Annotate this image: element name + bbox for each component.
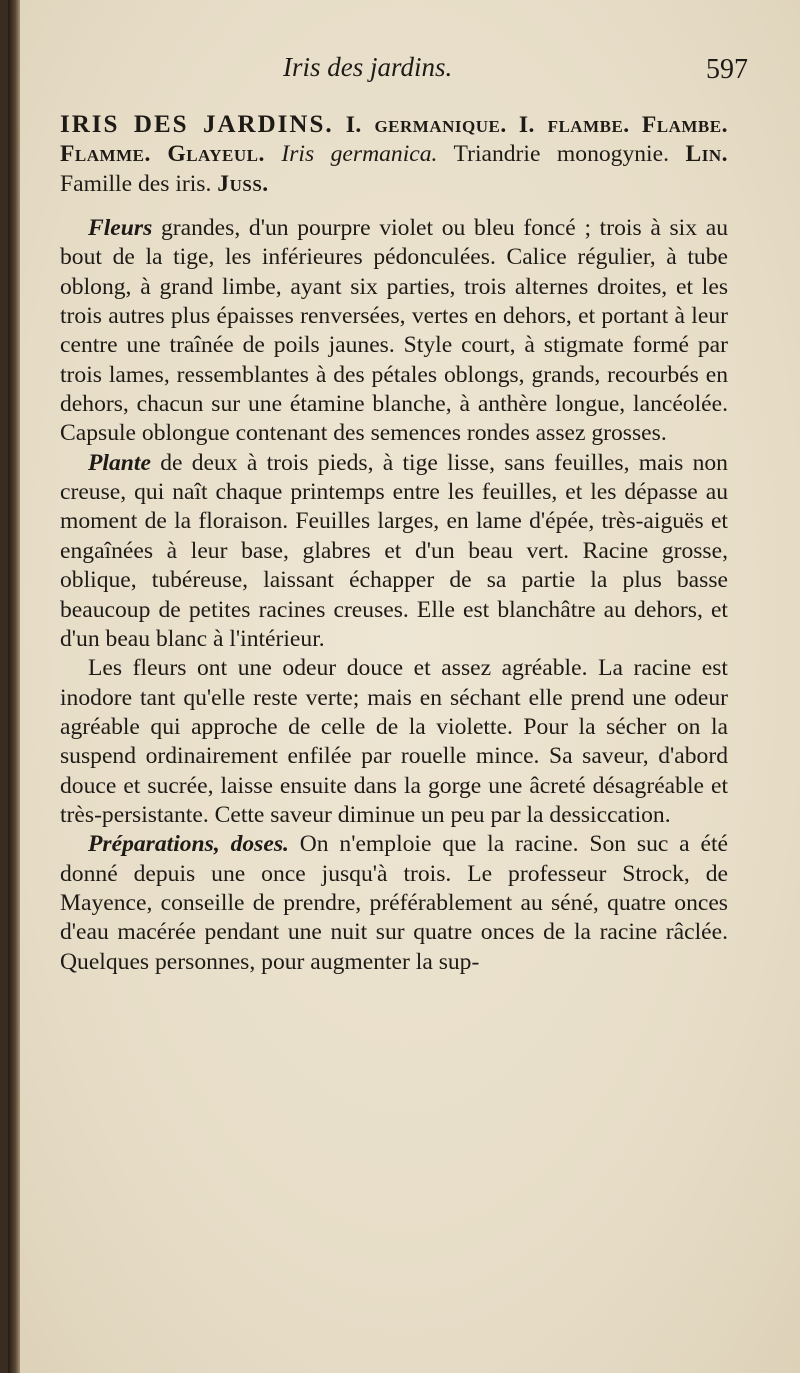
paragraph-fleurs (60, 214, 728, 449)
entry-synonym: I. germanique. (345, 112, 507, 138)
classification: Triandrie monogynie. (453, 141, 669, 168)
entry-name: IRIS DES JARDINS. (60, 111, 334, 138)
paragraph-plante (60, 449, 728, 654)
latin-name: Iris germanica. (281, 141, 438, 168)
entry-synonym: Flamme. (60, 141, 151, 168)
book-spine-edge (8, 0, 20, 1373)
author-abbrev: Lin. (685, 141, 728, 168)
page-header (68, 52, 748, 92)
book-page (8, 0, 800, 1373)
section-heading: Fleurs (88, 215, 153, 242)
page-body (60, 110, 728, 977)
paragraph-text: de deux à trois pieds, à tige lisse, sans feuilles, mais non creuse, qui naît chaque printemps entre les feuilles, et les dépasse au moment de la floraison. Feuilles larges, en lame d'épée, très-aiguës et engaînées à leur base, glabres et d'un beau vert. Racine grosse, oblique, tubéreuse, laissant échapper de sa partie la plus basse beaucoup de petites racines creuses. Elle est blanchâtre au dehors, et d'un beau blanc à l'intérieur. (60, 449, 728, 652)
author-abbrev: Juss. (217, 170, 269, 197)
paragraph-text: grandes, d'un pourpre violet ou bleu foncé ; trois à six au bout de la tige, les inférieures pédonculées. Calice régulier, à tube oblong, à grand limbe, ayant six parties, trois alternes droites, et les trois autres plus épaisses renversées, vertes en dehors, et portant à leur centre une traînée de poils jaunes. Style court, à stigmate formé par trois lames, ressemblantes à des pétales oblongs, grands, recourbés en dehors, chacun sur une étamine blanche, à anthère longue, lancéolée. Capsule oblongue contenant des semences rondes assez grosses. (60, 215, 728, 447)
entry-synonym: Flambe. (641, 112, 728, 138)
entry-synonym: Glayeul. (167, 141, 265, 168)
family-name: Famille des iris. (60, 170, 212, 197)
paragraph-text: On n'emploie que la racine. Son suc a été donné depuis une once jusqu'à trois. Le professeur Strock, de Mayence, conseille de prendre, préférablement au séné, quatre onces d'eau macérée pendant une nuit sur quatre onces de la racine râclée. Quelques personnes, pour augmenter la sup- (60, 831, 728, 975)
entry-synonym: I. flambe. (518, 112, 630, 138)
running-title: Iris des jardins. (283, 52, 453, 82)
paragraph-preparations (60, 830, 728, 977)
entry-heading (60, 110, 728, 199)
section-heading: Préparations, doses. (88, 831, 289, 858)
paragraph-odeur (60, 654, 728, 830)
section-heading: Plante (88, 449, 151, 476)
page-number: 597 (706, 54, 748, 85)
paragraph-text: Les fleurs ont une odeur douce et assez agréable. La racine est inodore tant qu'elle reste verte; mais en séchant elle prend une odeur agréable qui approche de celle de la violette. Pour la sécher on la suspend ordinairement enfilée par rouelle mince. Sa saveur, d'abord douce et sucrée, laisse ensuite dans la gorge une âcreté désagréable et très-persistante. Cette saveur diminue un peu par la dessiccation. (60, 655, 728, 828)
